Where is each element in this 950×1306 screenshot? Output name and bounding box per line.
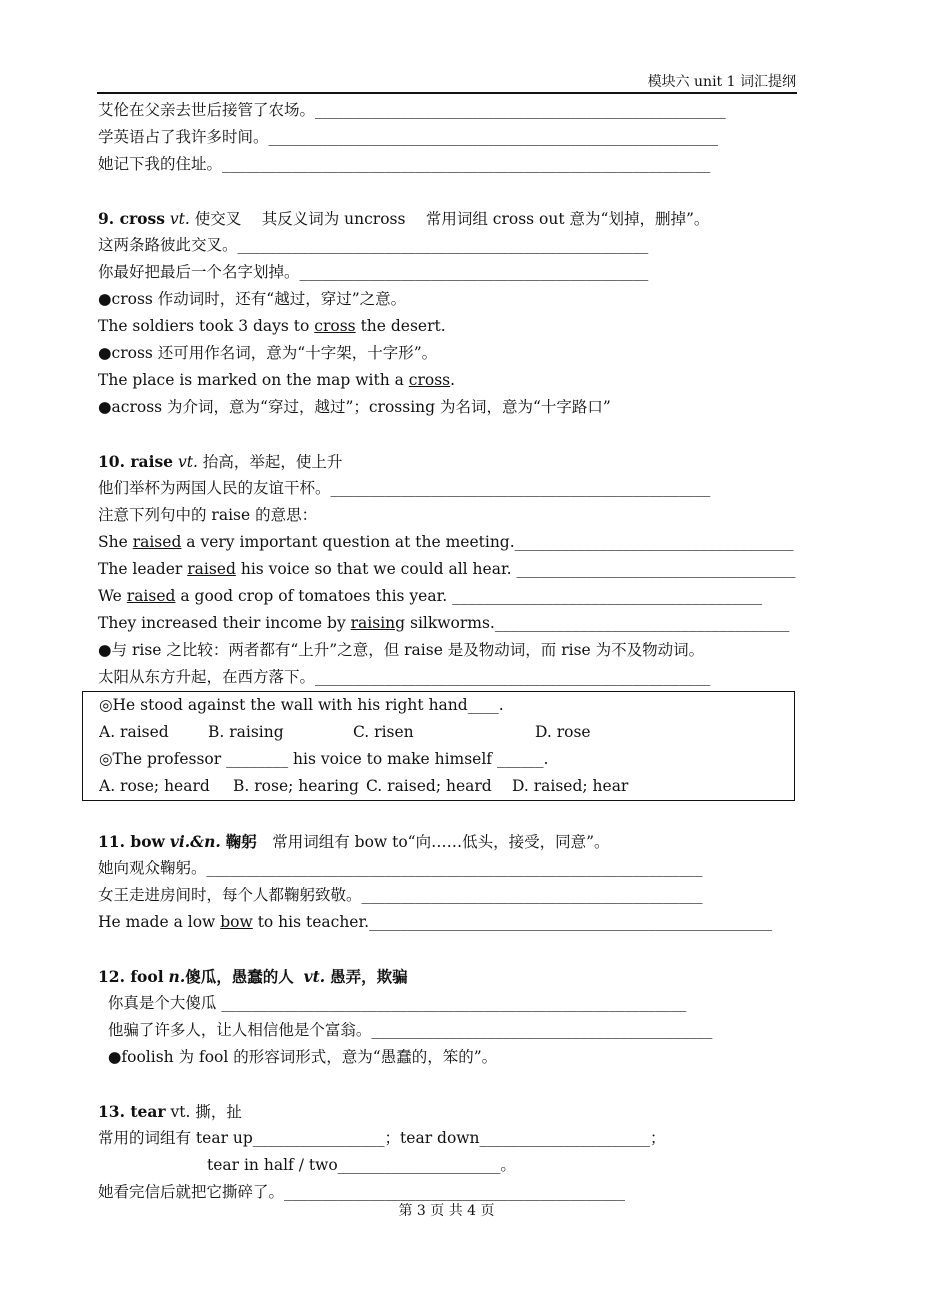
section-12-bullet-1: ●foolish 为 fool 的形容词形式，意为“愚蠢的，笨的”。 bbox=[98, 1048, 498, 1066]
quiz-option: D. raised; hear bbox=[512, 777, 629, 795]
section-10-line-3: 太阳从东方升起，在西方落下。___________________________________________________ bbox=[98, 668, 711, 686]
page-number: 第 3 页 共 4 页 bbox=[398, 1203, 495, 1219]
section-11-heading: 11. bow vi.&n. 鞠躬 常用词组有 bow to“向……低头，接受，同意”。 bbox=[98, 832, 610, 851]
section-9-line-1: 这两条路彼此交叉。_____________________________________________________ bbox=[98, 236, 649, 254]
section-9-heading: 9. cross vt. 使交叉 其反义词为 uncross 常用词组 cross out 意为“划掉，删掉”。 bbox=[98, 209, 710, 228]
top-line-3: 她记下我的住址。_______________________________________________________________ bbox=[98, 155, 711, 173]
section-13-line-2: tear in half / two_____________________。 bbox=[207, 1156, 516, 1174]
section-9-example-1: The soldiers took 3 days to cross the desert. bbox=[98, 317, 446, 335]
section-12-heading: 12. fool n.傻瓜，愚蠢的人 vt. 愚弄，欺骗 bbox=[98, 967, 408, 986]
section-9-line-2: 你最好把最后一个名字划掉。_____________________________________________ bbox=[98, 263, 649, 281]
quiz-option: C. risen bbox=[353, 723, 414, 741]
section-10-bullet-1: ●与 rise 之比较：两者都有“上升”之意，但 raise 是及物动词，而 rise 为不及物动词。 bbox=[98, 641, 705, 659]
quiz-question-2: ◎The professor ________ his voice to make himself ______. bbox=[99, 750, 549, 768]
section-9-bullet-2: ●cross 还可用作名词，意为“十字架，十字形”。 bbox=[98, 344, 438, 362]
quiz-option: B. rose; hearing bbox=[233, 777, 359, 795]
quiz-option: D. rose bbox=[535, 723, 591, 741]
section-10-example-2: The leader raised his voice so that we could all hear. ____________________________________ bbox=[98, 560, 796, 578]
section-9-example-2: The place is marked on the map with a cross. bbox=[98, 371, 456, 389]
document-body bbox=[98, 97, 818, 1206]
section-13-heading: 13. tear vt. 撕，扯 bbox=[98, 1102, 242, 1121]
section-11-line-2: 女王走进房间时，每个人都鞠躬致敬。____________________________________________ bbox=[98, 886, 703, 904]
top-line-1: 艾伦在父亲去世后接管了农场。_____________________________________________________ bbox=[98, 101, 726, 119]
section-9-bullet-1: ●cross 作动词时，还有“越过，穿过”之意。 bbox=[98, 290, 407, 308]
top-line-2: 学英语占了我许多时间。__________________________________________________________ bbox=[98, 128, 719, 146]
quiz-option: C. raised; heard bbox=[366, 777, 492, 795]
quiz-question-2-options bbox=[99, 773, 794, 800]
section-10-example-1: She raised a very important question at the meeting.____________________________________ bbox=[98, 533, 794, 551]
quiz-option: A. rose; heard bbox=[99, 777, 210, 795]
header-rule bbox=[97, 92, 797, 94]
section-10-example-4: They increased their income by raising silkworms.______________________________________ bbox=[98, 614, 790, 632]
section-13-line-1: 常用的词组有 tear up_________________；tear down______________________； bbox=[98, 1129, 666, 1147]
quiz-option: A. raised bbox=[99, 723, 169, 741]
quiz-box bbox=[82, 691, 795, 801]
section-10-example-3: We raised a good crop of tomatoes this year. ________________________________________ bbox=[98, 587, 763, 605]
quiz-question-1: ◎He stood against the wall with his right hand____. bbox=[99, 696, 504, 714]
header-title: 模块六 unit 1 词汇提纲 bbox=[647, 74, 796, 90]
section-12-line-1: 你真是个大傻瓜 ____________________________________________________________ bbox=[98, 994, 687, 1012]
quiz-option: B. raising bbox=[208, 723, 284, 741]
section-12-line-2: 他骗了许多人，让人相信他是个富翁。____________________________________________ bbox=[98, 1021, 713, 1039]
section-13-line-3: 她看完信后就把它撕碎了。____________________________________________ bbox=[98, 1183, 626, 1201]
section-11-line-1: 她向观众鞠躬。________________________________________________________________ bbox=[98, 859, 703, 877]
section-11-example-1: He made a low bow to his teacher.____________________________________________________ bbox=[98, 913, 773, 931]
quiz-question-1-options bbox=[99, 719, 794, 746]
section-9-bullet-3: ●across 为介词，意为“穿过，越过”；crossing 为名词，意为“十字路口” bbox=[98, 398, 611, 416]
section-10-line-1: 他们举杯为两国人民的友谊干杯。_________________________________________________ bbox=[98, 479, 711, 497]
section-10-line-2: 注意下列句中的 raise 的意思： bbox=[98, 506, 318, 524]
section-10-heading: 10. raise vt. 抬高，举起，使上升 bbox=[98, 452, 343, 471]
